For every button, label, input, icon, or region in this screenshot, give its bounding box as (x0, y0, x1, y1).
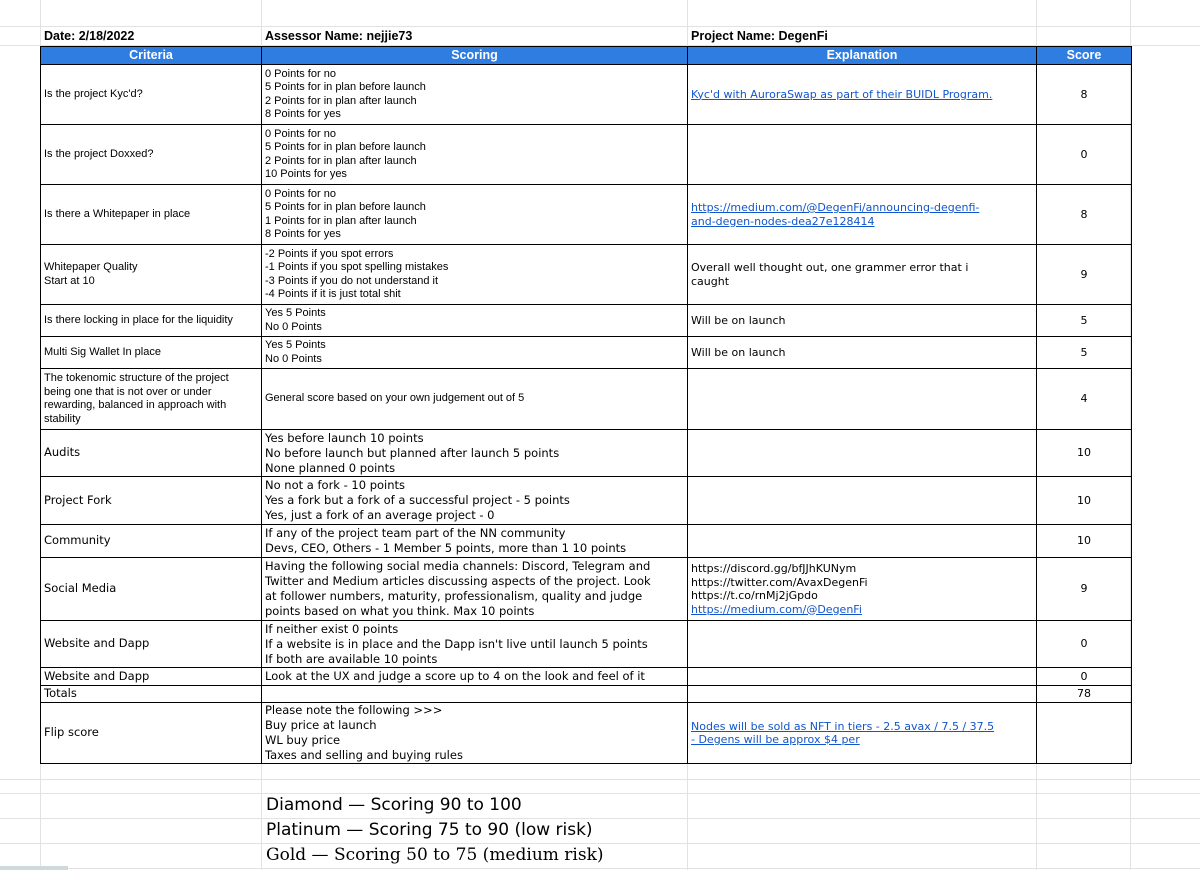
table-row (41, 337, 1132, 369)
scoring-line: Taxes and selling and buying rules (265, 748, 463, 762)
scoring-line: No 0 Points (265, 320, 322, 333)
scoring-line: Yes, just a fork of an average project - 0 (265, 508, 495, 522)
scoring-line: If a website is in place and the Dapp isn't live until launch 5 points (265, 636, 648, 651)
criteria-text: Social Media (44, 581, 117, 596)
scoring-line: No before launch but planned after launch 5 points (265, 445, 560, 460)
explanation-text: https://twitter.com/AvaxDegenFi (691, 575, 868, 589)
table-row (41, 525, 1132, 558)
table-row (41, 245, 1132, 305)
scoring-line: WL buy price (265, 733, 341, 747)
criteria-text: Website and Dapp (44, 668, 150, 683)
score-cell: 0 (1037, 125, 1132, 185)
explanation-text: https://discord.gg/bfJJhKUNym (691, 562, 857, 575)
criteria-text: Community (44, 533, 111, 548)
explanation-link[interactable]: https://medium.com/@DegenFi (691, 602, 862, 616)
score-cell (1037, 703, 1132, 764)
table-row (41, 125, 1132, 185)
scoring-line: 8 Points for yes (265, 108, 341, 120)
scoring-cell (262, 369, 688, 430)
criteria-cell (41, 369, 262, 430)
explanation-cell (688, 621, 1037, 668)
scoring-line: Yes 5 Points (265, 307, 326, 319)
scoring-line: No not a fork - 10 points (265, 478, 406, 492)
column-header-row (41, 47, 1132, 65)
scoring-line: 2 Points for in plan after launch (265, 154, 417, 167)
scoring-line: 5 Points for in plan before launch (265, 201, 426, 213)
criteria-text: being one that is not over or under (44, 385, 212, 398)
table-row (41, 668, 1132, 686)
explanation-link[interactable]: Kyc'd with AuroraSwap as part of their BUIDL Program. (691, 87, 993, 101)
criteria-cell (41, 668, 262, 686)
table-row (41, 65, 1132, 125)
criteria-cell (41, 525, 262, 558)
scoring-line: 1 Points for in plan after launch (265, 214, 417, 227)
scoring-cell (262, 703, 688, 764)
scoring-line: Please note the following >>> (265, 703, 443, 717)
explanation-cell (688, 525, 1037, 558)
criteria-cell (41, 558, 262, 621)
totals-score: 78 (1037, 686, 1132, 703)
score-cell: 0 (1037, 668, 1132, 686)
scoring-line: 5 Points for in plan before launch (265, 81, 426, 93)
table-row (41, 477, 1132, 525)
sheet-tab[interactable] (0, 866, 68, 870)
table-row (41, 621, 1132, 668)
criteria-text: The tokenomic structure of the project (44, 372, 229, 384)
criteria-text: Flip score (44, 725, 99, 740)
gridline (0, 779, 1200, 780)
criteria-text: Is there locking in place for the liquidity (44, 313, 233, 326)
explanation-text: Overall well thought out, one grammer error that i (691, 261, 969, 274)
explanation-cell (688, 703, 1037, 764)
scoring-line: Yes a fork but a fork of a successful project - 5 points (265, 493, 570, 507)
explanation-link[interactable]: https://medium.com/@DegenFi/announcing-degenfi- (691, 201, 980, 214)
criteria-cell (41, 185, 262, 245)
scoring-line: 8 Points for yes (265, 228, 341, 240)
date-label: Date: 2/18/2022 (44, 29, 135, 43)
scoring-cell (262, 668, 688, 686)
score-cell: 10 (1037, 477, 1132, 525)
explanation-link[interactable]: Nodes will be sold as NFT in tiers - 2.5 avax / 7.5 / 37.5 (691, 719, 995, 733)
scoring-cell (262, 125, 688, 185)
scoring-line: 0 Points for no (265, 67, 336, 80)
scoring-cell (262, 337, 688, 369)
scoring-line: None planned 0 points (265, 460, 396, 475)
scoring-cell (262, 65, 688, 125)
table-row (41, 185, 1132, 245)
explanation-link[interactable]: and-degen-nodes-dea27e128414 (691, 214, 875, 228)
criteria-text: Whitepaper Quality (44, 261, 138, 273)
criteria-cell (41, 703, 262, 764)
score-cell: 8 (1037, 185, 1132, 245)
scoring-line: Look at the UX and judge a score up to 4 on the look and feel of it (265, 669, 645, 683)
criteria-text: Project Fork (44, 492, 112, 507)
explanation-cell (688, 125, 1037, 185)
explanation-link[interactable]: - Degens will be approx $4 per (691, 733, 860, 746)
explanation-cell (688, 477, 1037, 525)
gridline (0, 818, 1200, 819)
criteria-text: Is the project Doxxed? (44, 147, 154, 160)
gridline (0, 868, 1200, 869)
project-label: Project Name: DegenFi (691, 29, 828, 43)
criteria-cell (41, 430, 262, 477)
score-cell: 5 (1037, 305, 1132, 337)
scoring-line: 2 Points for in plan after launch (265, 94, 417, 107)
scoring-line: at follower numbers, maturity, professionalism, quality and judge (265, 589, 643, 603)
scoring-line: 0 Points for no (265, 127, 336, 140)
assessor-label: Assessor Name: nejjie73 (265, 29, 413, 43)
scoring-line: points based on what you think. Max 10 points (265, 604, 535, 618)
gridline (0, 26, 1200, 27)
scoring-line: No 0 Points (265, 352, 322, 365)
scoring-line: Yes before launch 10 points (265, 430, 424, 445)
criteria-text: Multi Sig Wallet In place (44, 345, 161, 358)
scoring-cell (262, 686, 688, 703)
score-cell: 5 (1037, 337, 1132, 369)
legend-diamond: Diamond — Scoring 90 to 100 (266, 795, 522, 815)
scoring-cell (262, 621, 688, 668)
score-cell: 4 (1037, 369, 1132, 430)
scoring-line: If any of the project team part of the NN community (265, 526, 566, 540)
scoring-line: If neither exist 0 points (265, 621, 399, 636)
scoring-cell (262, 185, 688, 245)
flip-score-row (41, 703, 1132, 764)
criteria-cell (41, 65, 262, 125)
criteria-text: rewarding, balanced in approach with (44, 399, 227, 411)
scoring-line: -1 Points if you spot spelling mistakes (265, 261, 449, 273)
criteria-cell (41, 621, 262, 668)
scoring-line: Yes 5 Points (265, 339, 326, 351)
scoring-cell (262, 305, 688, 337)
scoring-line: 0 Points for no (265, 187, 336, 200)
legend-gold: Gold — Scoring 50 to 75 (medium risk) (266, 845, 604, 865)
column-header-score: Score (1037, 47, 1132, 65)
scoring-cell (262, 525, 688, 558)
criteria-cell (41, 337, 262, 369)
explanation-cell (688, 369, 1037, 430)
scoring-cell (262, 477, 688, 525)
criteria-text: Is the project Kyc'd? (44, 87, 143, 100)
criteria-cell (41, 125, 262, 185)
table-row (41, 305, 1132, 337)
scoring-cell (262, 430, 688, 477)
score-cell: 10 (1037, 525, 1132, 558)
criteria-text: Website and Dapp (44, 636, 150, 651)
explanation-cell (688, 65, 1037, 125)
criteria-cell (41, 305, 262, 337)
explanation-text: Will be on launch (691, 313, 786, 327)
scoring-line: Having the following social media channels: Discord, Telegram and (265, 559, 651, 573)
explanation-text: https://t.co/rnMj2jGpdo (691, 589, 818, 602)
scoring-line: Devs, CEO, Others - 1 Member 5 points, more than 1 10 points (265, 541, 627, 555)
explanation-text: caught (691, 274, 730, 288)
explanation-cell (688, 185, 1037, 245)
table-row (41, 369, 1132, 430)
scoring-line: 10 Points for yes (265, 168, 347, 180)
explanation-cell (688, 686, 1037, 703)
table-row (41, 558, 1132, 621)
column-header-explanation: Explanation (688, 47, 1037, 65)
scoring-line: Twitter and Medium articles discussing aspects of the project. Look (265, 574, 651, 588)
assessment-table (40, 46, 1132, 764)
scoring-line: Buy price at launch (265, 718, 377, 732)
explanation-text: Will be on launch (691, 345, 786, 359)
score-cell: 9 (1037, 245, 1132, 305)
scoring-line: If both are available 10 points (265, 651, 438, 666)
criteria-text: Is there a Whitepaper in place (44, 207, 191, 220)
explanation-cell (688, 337, 1037, 369)
explanation-cell (688, 668, 1037, 686)
criteria-text: Start at 10 (44, 274, 95, 287)
totals-row (41, 686, 1132, 703)
explanation-cell (688, 245, 1037, 305)
gridline (0, 793, 1200, 794)
explanation-cell (688, 430, 1037, 477)
criteria-text: Audits (44, 445, 81, 460)
score-cell: 0 (1037, 621, 1132, 668)
score-cell: 10 (1037, 430, 1132, 477)
legend-platinum: Platinum — Scoring 75 to 90 (low risk) (266, 820, 593, 840)
score-cell: 8 (1037, 65, 1132, 125)
score-cell: 9 (1037, 558, 1132, 621)
scoring-line: -3 Points if you do not understand it (265, 274, 439, 287)
scoring-cell (262, 558, 688, 621)
scoring-line: -4 Points if it is just total shit (265, 288, 401, 300)
scoring-line: General score based on your own judgement out of 5 (265, 392, 525, 405)
scoring-cell (262, 245, 688, 305)
criteria-text: stability (44, 412, 81, 425)
column-header-scoring: Scoring (262, 47, 688, 65)
scoring-line: -2 Points if you spot errors (265, 247, 394, 260)
gridline (0, 843, 1200, 844)
totals-label: Totals (41, 686, 262, 703)
criteria-cell (41, 477, 262, 525)
criteria-cell (41, 245, 262, 305)
scoring-line: 5 Points for in plan before launch (265, 141, 426, 153)
column-header-criteria: Criteria (41, 47, 262, 65)
explanation-cell (688, 558, 1037, 621)
explanation-cell (688, 305, 1037, 337)
table-row (41, 430, 1132, 477)
